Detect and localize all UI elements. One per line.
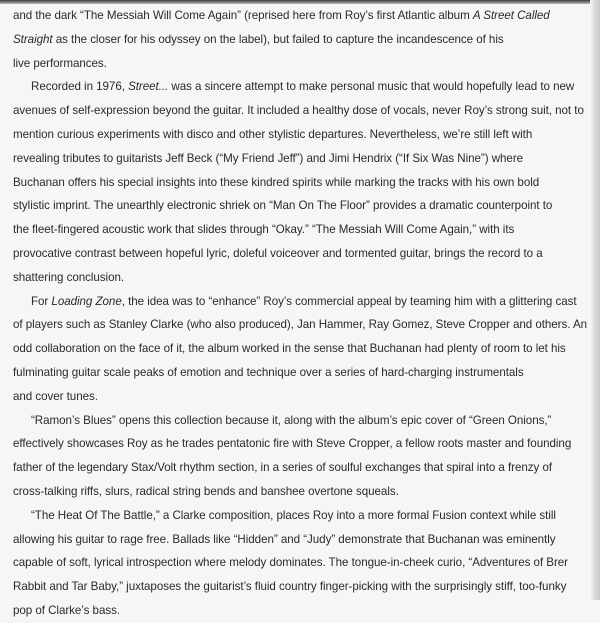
body-text: odd collaboration on the face of it, the album worked in the sense that Buchanan had plenty of room to let his	[13, 342, 566, 356]
text-line	[13, 4, 593, 28]
body-text: of players such as Stanley Clarke (who also produced), Jan Hammer, Ray Gomez, Steve Cropper and others. An	[13, 318, 588, 332]
text-line	[13, 385, 593, 409]
text-line	[13, 599, 593, 623]
text-line	[13, 75, 593, 99]
body-text: pop of Clarke’s bass.	[13, 603, 121, 617]
text-line	[13, 123, 593, 147]
body-text: the fleet-fingered acoustic work that slides through “Okay.” “The Messiah Will Come Again,” with its	[13, 223, 515, 237]
liner-notes-page	[13, 4, 593, 623]
body-text: and cover tunes.	[13, 389, 98, 403]
text-line	[13, 218, 593, 242]
body-text: capable of soft, lyrical introspection where melody dominates. The tongue-in-cheek curio, “Adventures of Brer	[13, 556, 568, 570]
italic-title-text: Loading Zone	[51, 294, 122, 308]
text-line	[13, 266, 593, 290]
paragraph	[13, 290, 593, 409]
paragraph	[13, 4, 593, 75]
body-text: , the idea was to “enhance” Roy’s commercial appeal by teaming him with a glittering cast	[121, 294, 577, 308]
italic-title-text: A Street Called	[472, 9, 550, 22]
text-line	[13, 171, 593, 195]
body-text: allowing his guitar to rage free. Ballads like “Hidden” and “Judy” demonstrate that Buchanan was eminently	[13, 532, 556, 546]
paragraph	[13, 409, 593, 504]
body-text: avenues of self-expression beyond the guitar. It included a healthy dose of vocals, never Roy’s strong suit, not to	[13, 104, 584, 118]
italic-title-text: Straight	[13, 32, 53, 46]
paragraph	[13, 75, 593, 289]
text-line	[13, 99, 593, 123]
body-text: Rabbit and Tar Baby,” juxtaposes the guitarist’s fluid country finger-picking with the surprisingly stiff, too-funky	[13, 580, 567, 594]
body-text: effectively showcases Roy as he trades pentatonic fire with Steve Cropper, a fellow roots master and founding	[13, 437, 572, 451]
text-line	[13, 52, 593, 76]
body-text: provocative contrast between hopeful lyric, doleful voiceover and tormented guitar, brings the record to a	[13, 246, 543, 260]
text-line	[13, 551, 593, 575]
text-line	[13, 28, 593, 52]
body-text: For	[31, 294, 52, 308]
text-line	[13, 194, 593, 218]
body-text: cross-talking riffs, slurs, radical string bends and banshee overtone squeals.	[13, 484, 399, 498]
body-text: fulminating guitar scale peaks of emotion and technique over a series of hard-charging instrumentals	[13, 365, 524, 379]
text-line	[13, 337, 593, 361]
text-line	[13, 242, 593, 266]
text-line	[13, 432, 593, 456]
body-text: “Ramon’s Blues” opens this collection because it, along with the album’s epic cover of “Green Onions,”	[31, 413, 552, 427]
text-line	[13, 575, 593, 599]
body-text: live performances.	[13, 56, 107, 70]
text-line	[13, 313, 593, 337]
body-text: “The Heat Of The Battle,” a Clarke composition, places Roy into a more formal Fusion context while still	[31, 508, 556, 522]
text-line	[13, 290, 593, 314]
text-line	[13, 361, 593, 385]
body-text: Recorded in 1976,	[31, 80, 129, 94]
text-line	[13, 456, 593, 480]
text-line	[13, 147, 593, 171]
body-text: was a sincere attempt to make personal music that would hopefully lead to new	[168, 80, 575, 94]
body-text: revealing tributes to guitarists Jeff Beck (“My Friend Jeff”) and Jimi Hendrix (“If Six Was Nine”) where	[13, 151, 524, 165]
body-text: Buchanan offers his special insights into these kindred spirits while marking the tracks with his own bold	[13, 175, 540, 189]
body-text: stylistic imprint. The unearthly electronic shriek on “Man On The Floor” provides a dramatic counterpoint to	[13, 199, 553, 213]
text-line	[13, 409, 593, 433]
body-text: and the dark “The Messiah Will Come Again” (reprised here from Roy’s first Atlantic album	[13, 9, 473, 22]
body-text: father of the legendary Stax/Volt rhythm section, in a series of soulful exchanges that spiral into a frenzy of	[13, 461, 553, 475]
body-text: shattering conclusion.	[13, 270, 125, 284]
text-line	[13, 528, 593, 552]
italic-title-text: Street...	[128, 80, 169, 94]
body-text: as the closer for his odyssey on the label), but failed to capture the incandescence of his	[52, 32, 504, 46]
paragraph	[13, 504, 593, 623]
text-line	[13, 480, 593, 504]
body-text: mention curious experiments with disco and other stylistic departures. Nevertheless, we’re still left with	[13, 127, 533, 141]
text-line	[13, 504, 593, 528]
